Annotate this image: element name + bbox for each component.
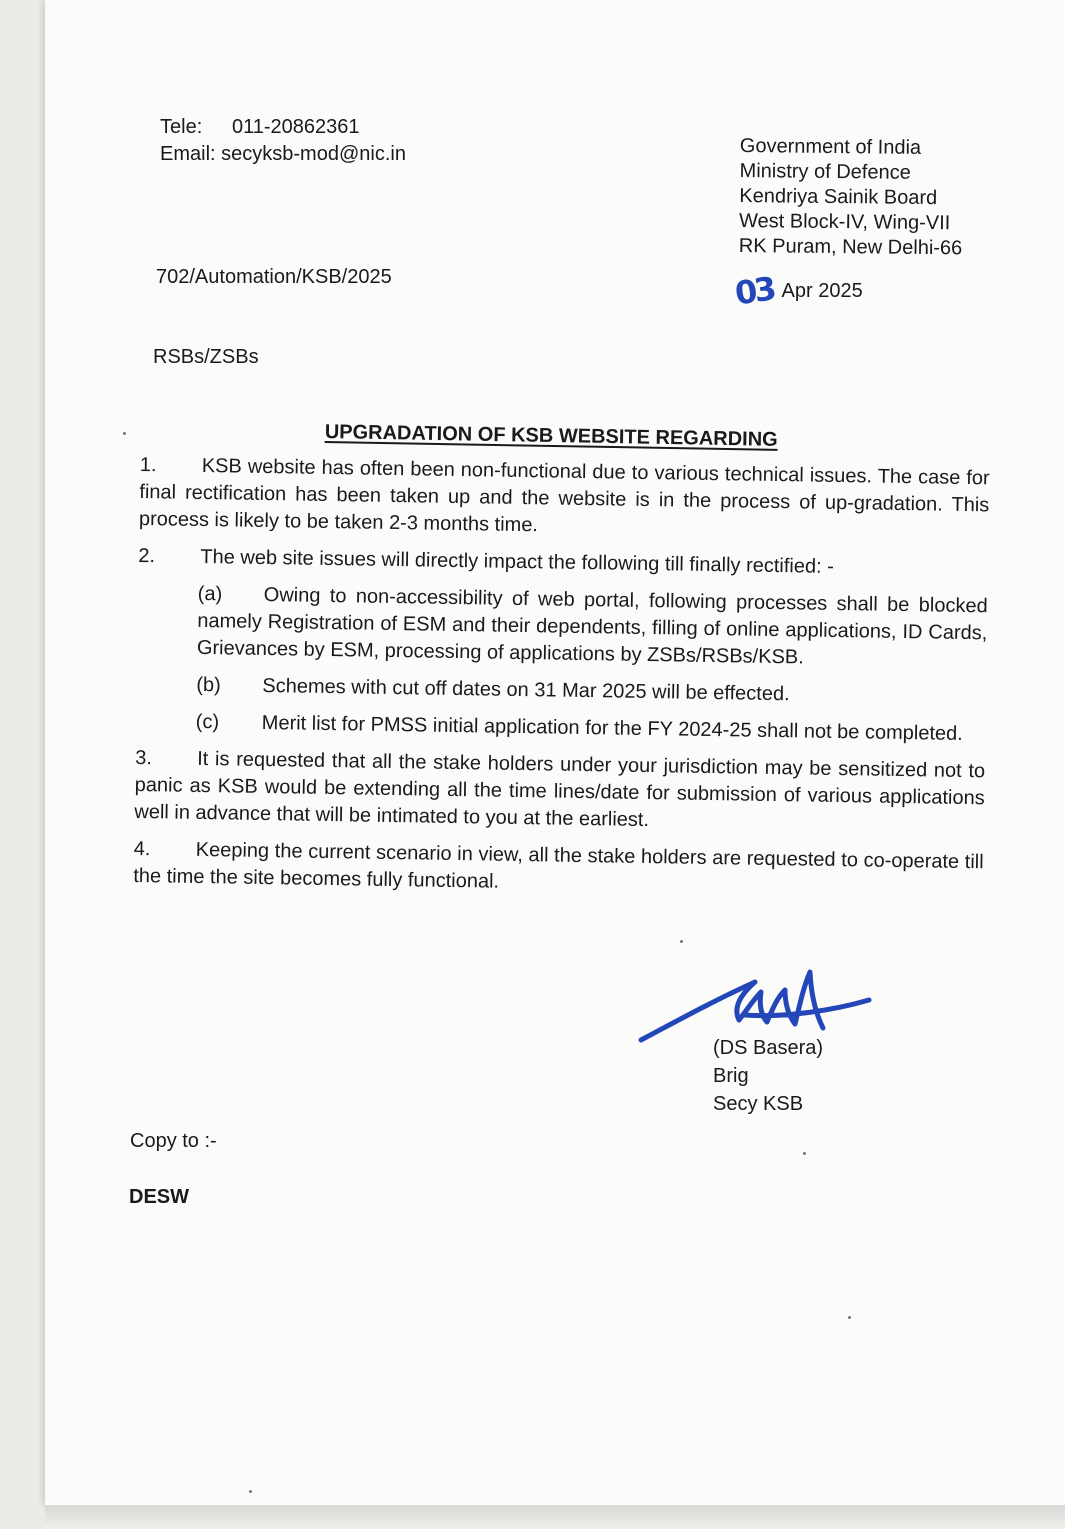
sub-item-text: Schemes with cut off dates on 31 Mar 2025 will be effected. <box>262 674 790 706</box>
sub-item-number: (b) <box>196 673 221 697</box>
sub-item-number: (a) <box>197 582 223 606</box>
contact-block <box>160 114 406 168</box>
sub-item-number: (c) <box>195 710 220 734</box>
tele-value: 011-20862361 <box>232 116 360 138</box>
organization-address <box>739 134 1040 262</box>
signatory-designation: Secy KSB <box>713 1093 804 1115</box>
paragraph-2 <box>138 543 988 583</box>
letter-date <box>732 269 863 313</box>
org-line: Government of India <box>739 134 922 159</box>
letter-page <box>45 0 1065 1505</box>
paragraph-text: The web site issues will directly impact the following till finally rectified: - <box>200 545 835 578</box>
paragraph-number: 1. <box>139 453 157 477</box>
tele-line <box>160 114 406 141</box>
org-line: RK Puram, New Delhi-66 <box>738 234 963 260</box>
signatory-rank: Brig <box>713 1065 749 1087</box>
paragraph-3 <box>134 745 985 839</box>
paragraph-number: 4. <box>133 837 151 861</box>
handwritten-day: 03 <box>732 269 776 313</box>
sub-item-text: Owing to non-accessibility of web portal, following processes shall be blocked namely Registration of ESM and their dependents, filling of online applications, ID Cards, Grievances by ESM, processing of applications by ZSBs/RSBs/KSB. <box>196 583 988 669</box>
paragraph-4 <box>133 836 984 903</box>
copy-to-label: Copy to :- <box>130 1130 217 1152</box>
page-edge-shadow <box>45 1505 1065 1529</box>
paragraph-1 <box>139 452 990 546</box>
paragraph-text: It is requested that all the stake holders under your jurisdiction may be sensitized not to panic as KSB would be extending all the time lines/date for submission of various applications well in advance that will be intimated to you at the earliest. <box>134 747 986 832</box>
reference-number: 702/Automation/KSB/2025 <box>156 266 392 288</box>
sub-item-c <box>196 709 986 748</box>
paper-speck <box>123 432 126 435</box>
paper-speck <box>848 1316 851 1319</box>
sub-item-text: Merit list for PMSS initial application for the FY 2024-25 shall not be completed. <box>261 711 963 745</box>
email-value: secyksb-mod@nic.in <box>221 143 406 165</box>
email-label: Email: <box>160 143 216 165</box>
org-line: Ministry of Defence <box>739 159 911 184</box>
tele-label: Tele: <box>160 116 203 138</box>
date-month-year: Apr 2025 <box>781 279 863 302</box>
paragraph-text: Keeping the current scenario in view, all the stake holders are requested to co-operate till the time the site becomes fully functional. <box>133 838 984 893</box>
copy-to-recipient: DESW <box>129 1186 189 1208</box>
letter-body <box>133 452 990 913</box>
paper-speck <box>680 940 683 943</box>
signatory-block <box>713 1034 823 1118</box>
sub-item-a <box>197 581 988 674</box>
email-line <box>160 141 406 168</box>
paragraph-text: KSB website has often been non-functional due to various technical issues. The case for final rectification has been taken up and the website is in the process of up-gradation. This process is likely to be taken 2-3 months time. <box>138 454 990 537</box>
paper-speck <box>249 1490 252 1493</box>
subject-heading: UPGRADATION OF KSB WEBSITE REGARDING <box>324 421 778 451</box>
org-line: Kendriya Sainik Board <box>739 184 938 210</box>
paper-speck <box>803 1152 806 1155</box>
paragraph-number: 2. <box>138 544 156 568</box>
paragraph-number: 3. <box>135 746 153 770</box>
signatory-name: (DS Basera) <box>713 1037 824 1059</box>
addressee: RSBs/ZSBs <box>153 346 259 368</box>
sub-item-b <box>196 672 986 711</box>
org-line: West Block-IV, Wing-VII <box>738 209 951 235</box>
